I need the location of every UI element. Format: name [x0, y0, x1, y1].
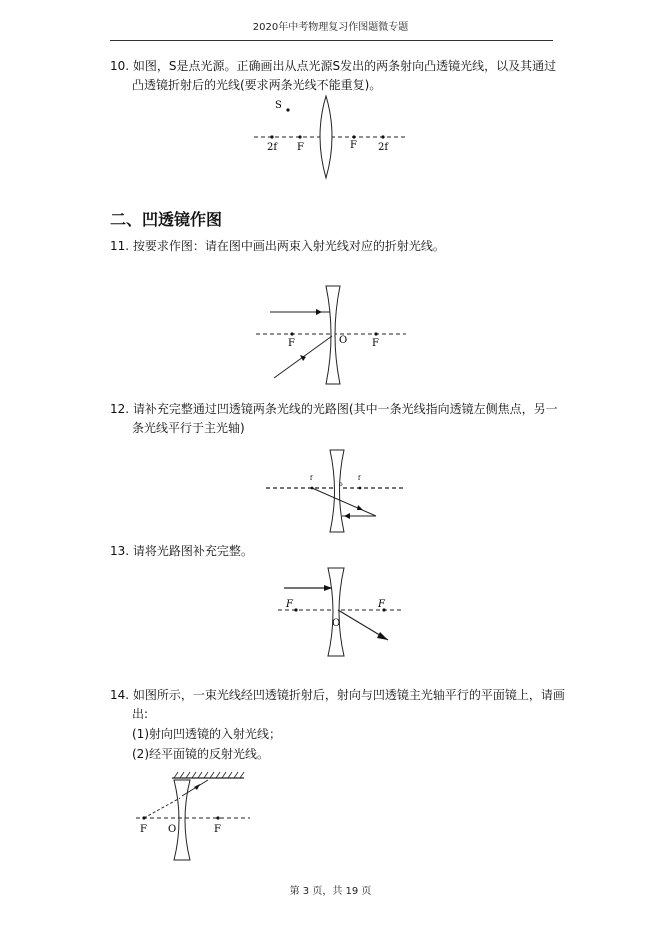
- focus-right: [216, 816, 219, 819]
- question-13-text-1: 请将光路图补充完整。: [132, 544, 253, 558]
- question-12-number: 12.: [110, 402, 130, 416]
- question-14-line-1: [110, 686, 565, 704]
- label-2f-right: 2f: [378, 142, 389, 153]
- label-f-left: F: [140, 824, 147, 835]
- question-12-text-1: 请补充完整通过凹透镜两条光线的光路图(其中一条光线指向透镜左侧焦点，另一: [132, 402, 558, 416]
- label-f-right: F: [350, 140, 357, 151]
- question-10-text-2: 凸透镜折射后的光线(要求两条光线不能重复)。: [132, 78, 382, 92]
- figure-14-concave-lens-mirror: [134, 770, 254, 862]
- label-o: O: [339, 335, 348, 346]
- focus-left: [311, 487, 314, 490]
- label-2f-left: 2f: [267, 142, 278, 153]
- question-11-text-1: 按要求作图：请在图中画出两束入射光线对应的折射光线。: [132, 239, 445, 253]
- header-divider: [110, 40, 553, 41]
- label-f-right: F: [372, 338, 379, 349]
- label-f-left: F: [297, 142, 304, 153]
- label-f-right: F: [378, 599, 385, 610]
- question-10-number: 10.: [110, 59, 130, 73]
- section-title: 二、凹透镜作图: [110, 210, 223, 229]
- ray-to-focus: [312, 488, 376, 516]
- label-o: O: [168, 824, 177, 835]
- label-o: o: [339, 481, 343, 488]
- focus-f-left: [298, 135, 301, 138]
- arrow-head: [377, 632, 388, 640]
- arrow-head: [316, 309, 322, 315]
- question-14-text-2: 出:: [132, 707, 149, 721]
- focus-right: [359, 487, 362, 490]
- question-14-sub-1: (1)射向凹透镜的入射光线；: [132, 727, 281, 741]
- focus-left: [142, 816, 145, 819]
- extension-line: [144, 798, 180, 818]
- question-10-line-1: [110, 57, 556, 75]
- label-f-left: F: [286, 599, 293, 610]
- figure-11-concave-lens: [250, 282, 410, 388]
- question-13-line-1: [110, 542, 253, 560]
- figure-12-concave-lens: [264, 446, 406, 536]
- label-s: S: [275, 100, 282, 111]
- page-header-title: 2020年中考物理复习作图题微专题: [252, 22, 409, 33]
- question-11-line-1: [110, 237, 445, 255]
- label-f-right: f: [358, 475, 361, 482]
- figure-13-concave-lens: [276, 566, 404, 658]
- question-14-text-1: 如图所示，一束光线经凹透镜折射后，射向与凹透镜主光轴平行的平面镜上，请画: [132, 688, 565, 702]
- question-10-text-1: 如图，S是点光源。正确画出从点光源S发出的两条射向凸透镜光线，以及其通过: [132, 59, 557, 73]
- question-11-number: 11.: [110, 239, 130, 253]
- focus-2f-right: [381, 135, 384, 138]
- convex-lens: [320, 96, 332, 178]
- label-o: O: [332, 618, 341, 629]
- label-f-left: F: [288, 338, 295, 349]
- page-footer: 第 3 页，共 19 页: [289, 886, 372, 897]
- point-source-s: [286, 108, 289, 111]
- focus-left: [294, 608, 297, 611]
- focus-left: [290, 332, 293, 335]
- focus-f-right: [352, 135, 355, 138]
- label-f-right: F: [214, 824, 221, 835]
- question-12-text-2: 条光线平行于主光轴): [132, 421, 245, 435]
- question-14-sub-2: (2)经平面镜的反射光线。: [132, 747, 269, 761]
- question-14-number: 14.: [110, 688, 130, 702]
- focus-2f-left: [270, 135, 273, 138]
- concave-lens: [326, 286, 340, 384]
- mirror-hatching: [174, 772, 244, 778]
- focus-right: [374, 332, 377, 335]
- figure-10-convex-lens: [250, 92, 410, 182]
- question-12-line-1: [110, 400, 558, 418]
- concave-lens: [330, 450, 344, 532]
- arrow-head: [344, 513, 350, 519]
- arrow-head: [357, 505, 363, 510]
- arrow-head: [194, 784, 200, 790]
- question-13-number: 13.: [110, 544, 130, 558]
- label-f-left: f: [310, 475, 313, 482]
